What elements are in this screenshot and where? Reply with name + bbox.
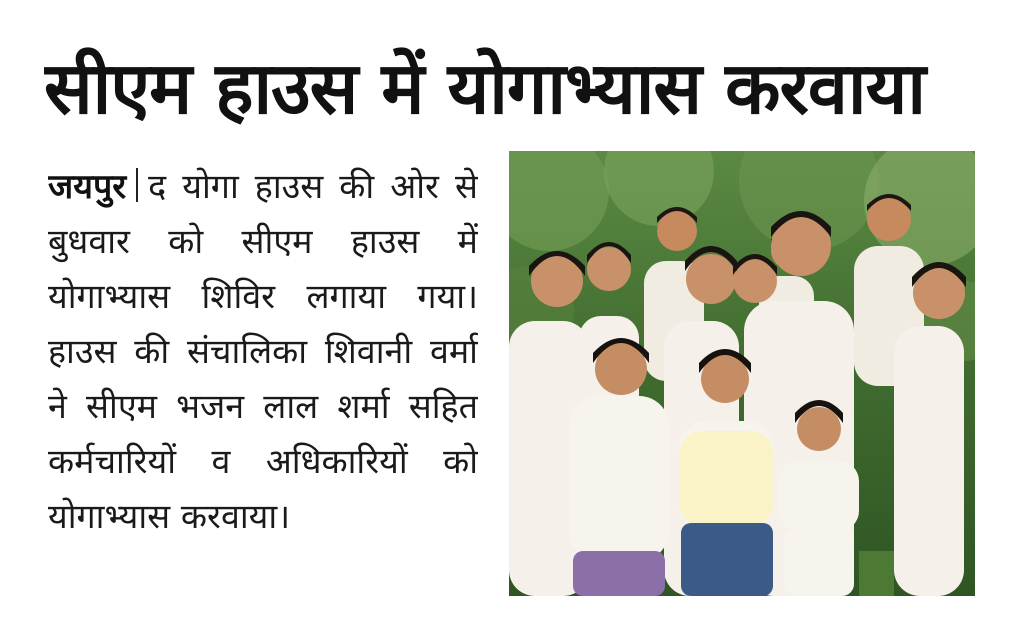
group-photo xyxy=(509,151,975,596)
dateline-separator xyxy=(136,168,138,202)
dateline: जयपुर xyxy=(48,167,127,207)
article-body xyxy=(48,160,478,600)
article-text: द योगा हाउस की ओर से बुधवार को सीएम हाउस में योगाभ्यास शिविर लगाया गया। हाउस की संचालिका शिवानी वर्मा ने सीएम भजन लाल शर्मा सहित कर्मचारियों व अधिकारियों को योगाभ्यास करवाया। xyxy=(48,167,478,537)
headline: सीएम हाउस में योगाभ्यास करवाया xyxy=(44,46,925,130)
group-photo-illustration xyxy=(509,151,975,596)
